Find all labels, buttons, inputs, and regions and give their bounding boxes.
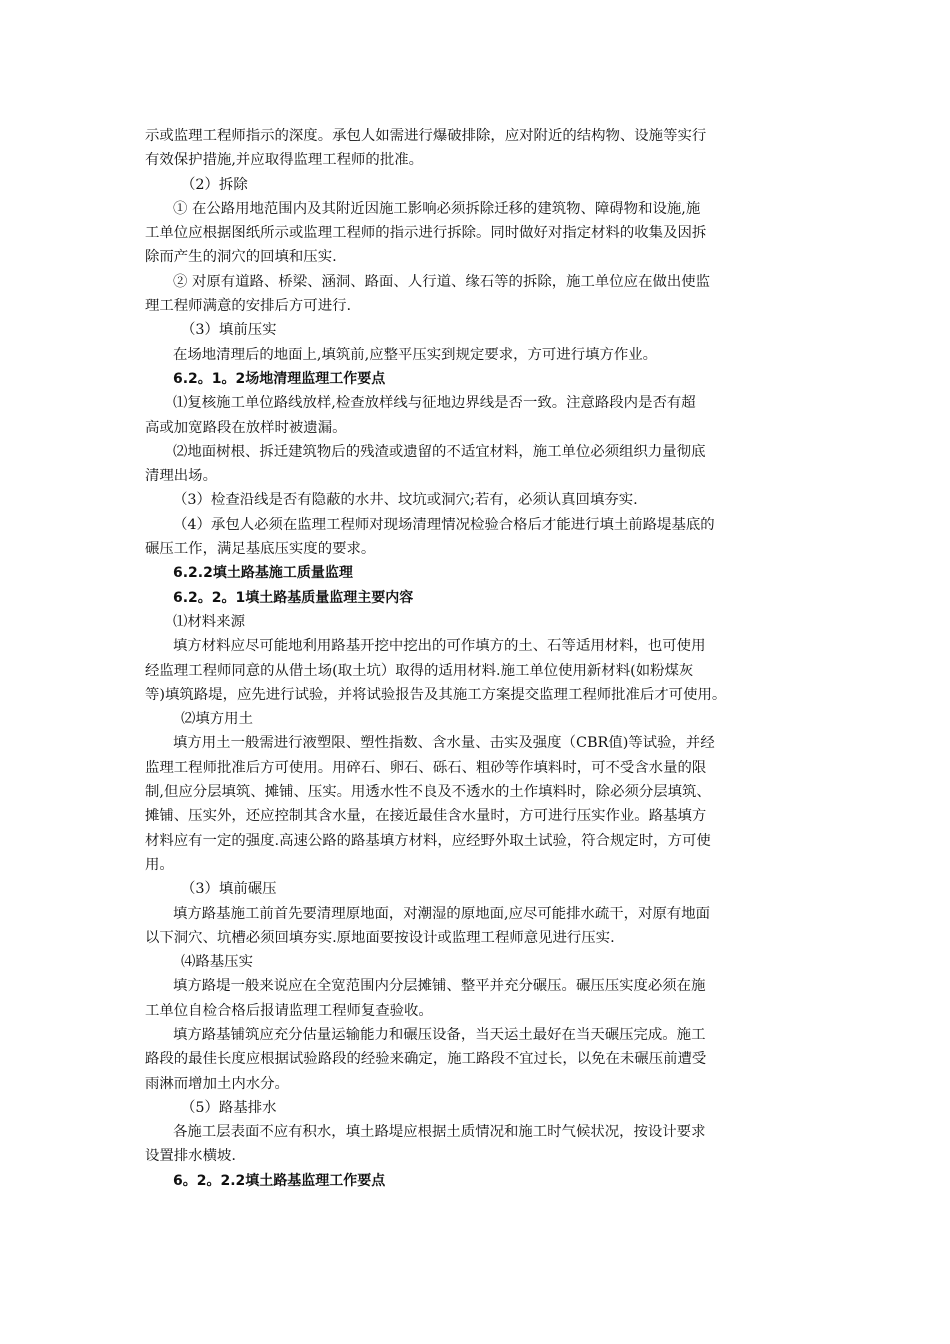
subsection-heading: 6.2。1。2场地清理监理工作要点 bbox=[173, 370, 386, 387]
text-line: 高或加宽路段在放样时被遗漏。 bbox=[145, 419, 347, 436]
text-line: 摊铺、压实外，还应控制其含水量，在接近最佳含水量时，方可进行压实作业。路基填方 bbox=[145, 808, 707, 825]
text-line: （4）承包人必须在监理工程师对现场清理情况检验合格后才能进行填土前路堤基底的 bbox=[173, 516, 715, 533]
section-heading: ⑴材料来源 bbox=[173, 613, 245, 630]
subsection-heading: 6.2。2。1填土路基质量监理主要内容 bbox=[173, 589, 414, 606]
section-heading: （3）填前碾压 bbox=[181, 881, 277, 898]
section-heading: ⑵填方用土 bbox=[181, 711, 253, 728]
text-line: ① 在公路用地范围内及其附近因施工影响必须拆除迁移的建筑物、障碍物和设施,施 bbox=[173, 200, 701, 217]
section-heading: （2）拆除 bbox=[181, 176, 248, 193]
text-line: 雨淋而增加土内水分。 bbox=[145, 1075, 289, 1092]
text-line: 制,但应分层填筑、摊铺、压实。用透水性不良及不透水的土作填料时，除必须分层填筑、 bbox=[145, 784, 711, 801]
text-line: 填方路堤一般来说应在全宽范围内分层摊铺、整平并充分碾压。碾压压实度必须在施 bbox=[173, 978, 706, 995]
text-line: 监理工程师批准后方可使用。用碎石、卵石、砾石、粗砂等作填料时，可不受含水量的限 bbox=[145, 759, 707, 776]
section-title: 6.2.2填土路基施工质量监理 bbox=[173, 565, 353, 582]
text-line: 填方路基施工前首先要清理原地面，对潮湿的原地面,应尽可能排水疏干，对原有地面 bbox=[173, 905, 711, 922]
text-line: 填方路基铺筑应充分估量运输能力和碾压设备，当天运土最好在当天碾压完成。施工 bbox=[173, 1026, 706, 1043]
text-line: 设置排水横坡. bbox=[145, 1148, 236, 1165]
text-line: 经监理工程师同意的从借土场(取土坑）取得的适用材料.施工单位使用新材料(如粉煤灰 bbox=[145, 662, 694, 679]
text-line: 路段的最佳长度应根据试验路段的经验来确定，施工路段不宜过长，以免在未碾压前遭受 bbox=[145, 1051, 707, 1068]
text-line: 除而产生的洞穴的回填和压实. bbox=[145, 249, 337, 266]
text-line: （3）检查沿线是否有隐蔽的水井、坟坑或洞穴;若有，必须认真回填夯实. bbox=[173, 492, 638, 509]
text-line: 理工程师满意的安排后方可进行. bbox=[145, 298, 352, 315]
text-line: 示或监理工程师指示的深度。承包人如需进行爆破排除，应对附近的结构物、设施等实行 bbox=[145, 128, 707, 144]
text-line: ② 对原有道路、桥梁、涵洞、路面、人行道、缘石等的拆除，施工单位应在做出使监 bbox=[173, 273, 711, 290]
section-heading: （5）路基排水 bbox=[181, 1099, 277, 1116]
section-heading: （3）填前压实 bbox=[181, 322, 277, 339]
text-line: 工单位自检合格后报请监理工程师复查验收。 bbox=[145, 1002, 433, 1019]
text-line: 等)填筑路堤，应先进行试验，并将试验报告及其施工方案提交监理工程师批准后才可使用。 bbox=[145, 686, 727, 703]
text-line: 碾压工作，满足基底压实度的要求。 bbox=[145, 541, 376, 558]
text-line: 清理出场。 bbox=[145, 468, 217, 485]
text-line: 工单位应根据图纸所示或监理工程师的指示进行拆除。同时做好对指定材料的收集及因拆 bbox=[145, 225, 707, 242]
text-line: ⑵地面树根、拆迁建筑物后的残渣或遗留的不适宜材料，施工单位必须组织力量彻底 bbox=[173, 443, 706, 460]
section-heading: ⑷路基压实 bbox=[181, 954, 253, 971]
text-line: 填方材料应尽可能地利用路基开挖中挖出的可作填方的土、石等适用材料，也可使用 bbox=[173, 638, 706, 655]
text-line: 填方用土一般需进行液塑限、塑性指数、含水量、击实及强度（CBR值)等试验，并经 bbox=[173, 735, 715, 752]
text-line: 在场地清理后的地面上,填筑前,应整平压实到规定要求，方可进行填方作业。 bbox=[173, 346, 658, 363]
text-line: 各施工层表面不应有积水，填土路堤应根据土质情况和施工时气候状况，按设计要求 bbox=[173, 1124, 706, 1141]
text-line: 有效保护措施,并应取得监理工程师的批准。 bbox=[145, 152, 423, 169]
subsection-heading: 6。2。2.2填土路基监理工作要点 bbox=[173, 1172, 386, 1189]
text-line: 材料应有一定的强度.高速公路的路基填方材料，应经野外取土试验，符合规定时，方可使 bbox=[145, 832, 711, 849]
document-page bbox=[145, 124, 810, 1193]
text-line: 以下洞穴、坑槽必须回填夯实.原地面要按设计或监理工程师意见进行压实. bbox=[145, 929, 615, 946]
text-line: 用。 bbox=[145, 856, 174, 873]
text-line: ⑴复核施工单位路线放样,检查放样线与征地边界线是否一致。注意路段内是否有超 bbox=[173, 395, 696, 412]
